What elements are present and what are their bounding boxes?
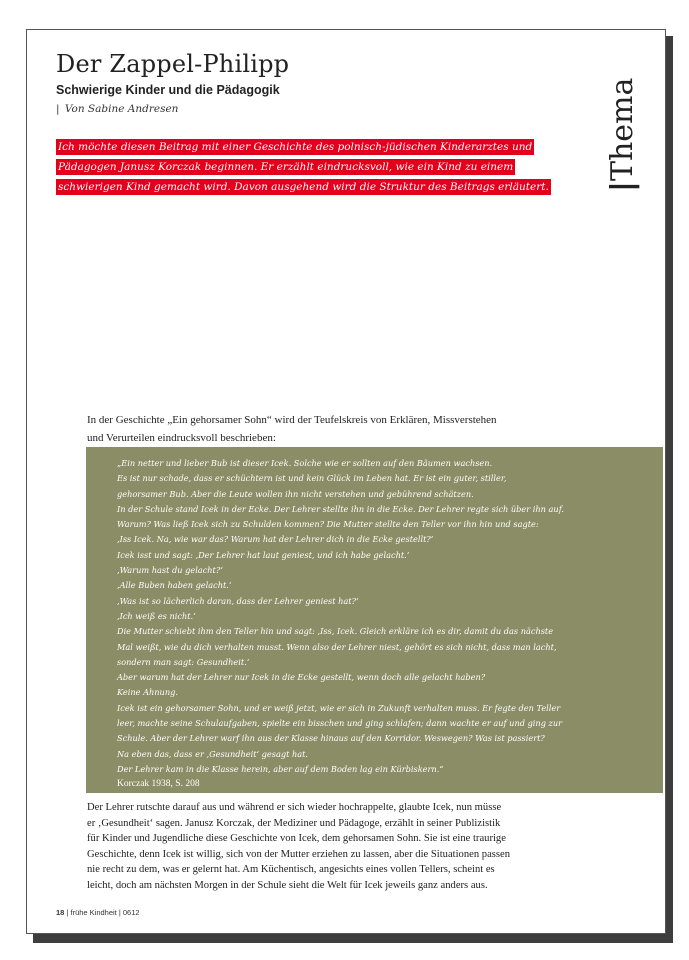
lead-paragraph: [87, 411, 527, 447]
quote-line: Der Lehrer kam in die Klasse herein, aber auf dem Boden lag ein Kürbiskern.“: [117, 763, 444, 774]
author-line: [56, 103, 178, 115]
body-line: für Kinder und Jugendliche diese Geschichte von Icek, dem gehorsamen Sohn. Sie ist eine traurige: [87, 833, 506, 844]
body-paragraph: [87, 800, 607, 893]
quote-line: Schule. Aber der Lehrer warf ihn aus der Klasse hinaus auf den Korridor. Weswegen? Was ist passiert?: [117, 733, 545, 744]
body-line: Der Lehrer rutschte darauf aus und während er sich wieder hochrappelte, glaubte Icek, nun müsse: [87, 802, 502, 813]
quote-line: sondern man sagt: Gesundheit.‘: [117, 656, 250, 667]
quote-line: Die Mutter schiebt ihm den Teller hin und sagt: ‚Iss, Icek. Gleich erkläre ich es dir, damit du das nächste: [117, 626, 554, 637]
article-subtitle: Schwierige Kinder und die Pädagogik: [56, 83, 280, 97]
magazine-page: [26, 29, 666, 934]
publication-name: frühe Kindheit | 0612: [70, 908, 140, 917]
quote-source: Korczak 1938, S. 208: [117, 779, 200, 790]
quote-line: leer, machte seine Schulaufgaben, spielte ein bisschen und ging schlafen; dann wachte er auf und ging zur: [117, 718, 563, 729]
quote-line: ‚Warum hast du gelacht?‘: [117, 565, 223, 576]
intro-line: Ich möchte diesen Beitrag mit einer Geschichte des polnisch-jüdischen Kinderarztes und: [58, 141, 533, 153]
quote-line: ‚Alle Buben haben gelacht.‘: [117, 580, 232, 591]
intro-teaser: [56, 137, 576, 197]
quote-line: Warum? Was ließ Icek sich zu Schulden kommen? Die Mutter stellte den Teller vor ihn hin und sagte:: [117, 519, 539, 530]
lead-line: In der Geschichte „Ein gehorsamer Sohn“ wird der Teufelskreis von Erklären, Missverstehen: [87, 414, 497, 426]
quote-line: In der Schule stand Icek in der Ecke. Der Lehrer stellte ihn in die Ecke. Der Lehrer regte sich über ihn auf.: [117, 503, 565, 514]
intro-line: Pädagogen Janusz Korczak beginnen. Er erzählt eindrucksvoll, wie ein Kind zu einem: [58, 161, 514, 173]
quote-line: Keine Ahnung.: [117, 687, 178, 698]
author-bar: |: [56, 103, 60, 115]
quote-box: [86, 447, 663, 793]
quote-line: Es ist nur schade, dass er schüchtern ist und kein Glück im Leben hat. Er ist ein guter, stiller,: [117, 473, 507, 484]
page-footer: [56, 908, 140, 917]
article-title: Der Zappel-Philipp: [56, 50, 290, 78]
quote-line: Mal weißt, wie du dich verhalten musst. Wenn also der Lehrer niest, gehört es sich nicht, dass man lacht,: [117, 641, 557, 652]
section-label-text: Thema: [605, 77, 640, 182]
body-line: nie recht zu dem, was er gelernt hat. Am Küchentisch, angesichts eines vollen Tellers, scheint es: [87, 864, 495, 875]
section-label: [605, 42, 641, 192]
body-line: leicht, doch am nächsten Morgen in der Schule sieht die Welt für Icek jeweils ganz anders aus.: [87, 879, 488, 891]
quote-line: ‚Iss Icek. Na, wie war das? Warum hat der Lehrer dich in die Ecke gestellt?‘: [117, 534, 434, 545]
body-line: Geschichte, denn Icek ist willig, sich von der Mutter erziehen zu lassen, aber die Situationen passen: [87, 848, 511, 860]
lead-line: und Verurteilen eindrucksvoll beschrieben:: [87, 432, 276, 444]
quote-line: Icek isst und sagt: ‚Der Lehrer hat laut geniest, und ich habe gelacht.‘: [117, 549, 410, 560]
footer-separator: |: [66, 908, 69, 917]
page-number: 18: [56, 908, 65, 917]
body-line: er ‚Gesundheit‘ sagen. Janusz Korczak, der Mediziner und Pädagoge, erzählt in seiner Publizistik: [87, 817, 501, 829]
quote-line: Aber warum hat der Lehrer nur Icek in die Ecke gestellt, wenn doch alle gelacht haben?: [117, 672, 486, 683]
section-marker: [603, 42, 641, 192]
quote-line: Na eben das, dass er ‚Gesundheit‘ gesagt hat.: [117, 748, 309, 759]
intro-line: schwierigen Kind gemacht wird. Davon ausgehend wird die Struktur des Beitrags erläutert.: [58, 181, 549, 193]
quote-line: gehorsamer Bub. Aber die Leute wollen ihn nicht verstehen und gebührend schätzen.: [117, 488, 474, 499]
quote-line: Icek ist ein gehorsamer Sohn, und er weiß jetzt, wie er sich in Zukunft verhalten muss. Er fegte den Teller: [117, 702, 561, 713]
quote-line: „Ein netter und lieber Bub ist dieser Icek. Solche wie er sollten auf den Bäumen wachsen.: [117, 458, 493, 468]
author-name: Von Sabine Andresen: [64, 103, 179, 115]
quote-line: ‚Was ist so lächerlich daran, dass der Lehrer geniest hat?‘: [117, 595, 359, 606]
section-pipe: |: [605, 181, 640, 192]
quote-line: ‚Ich weiß es nicht.‘: [117, 610, 196, 621]
